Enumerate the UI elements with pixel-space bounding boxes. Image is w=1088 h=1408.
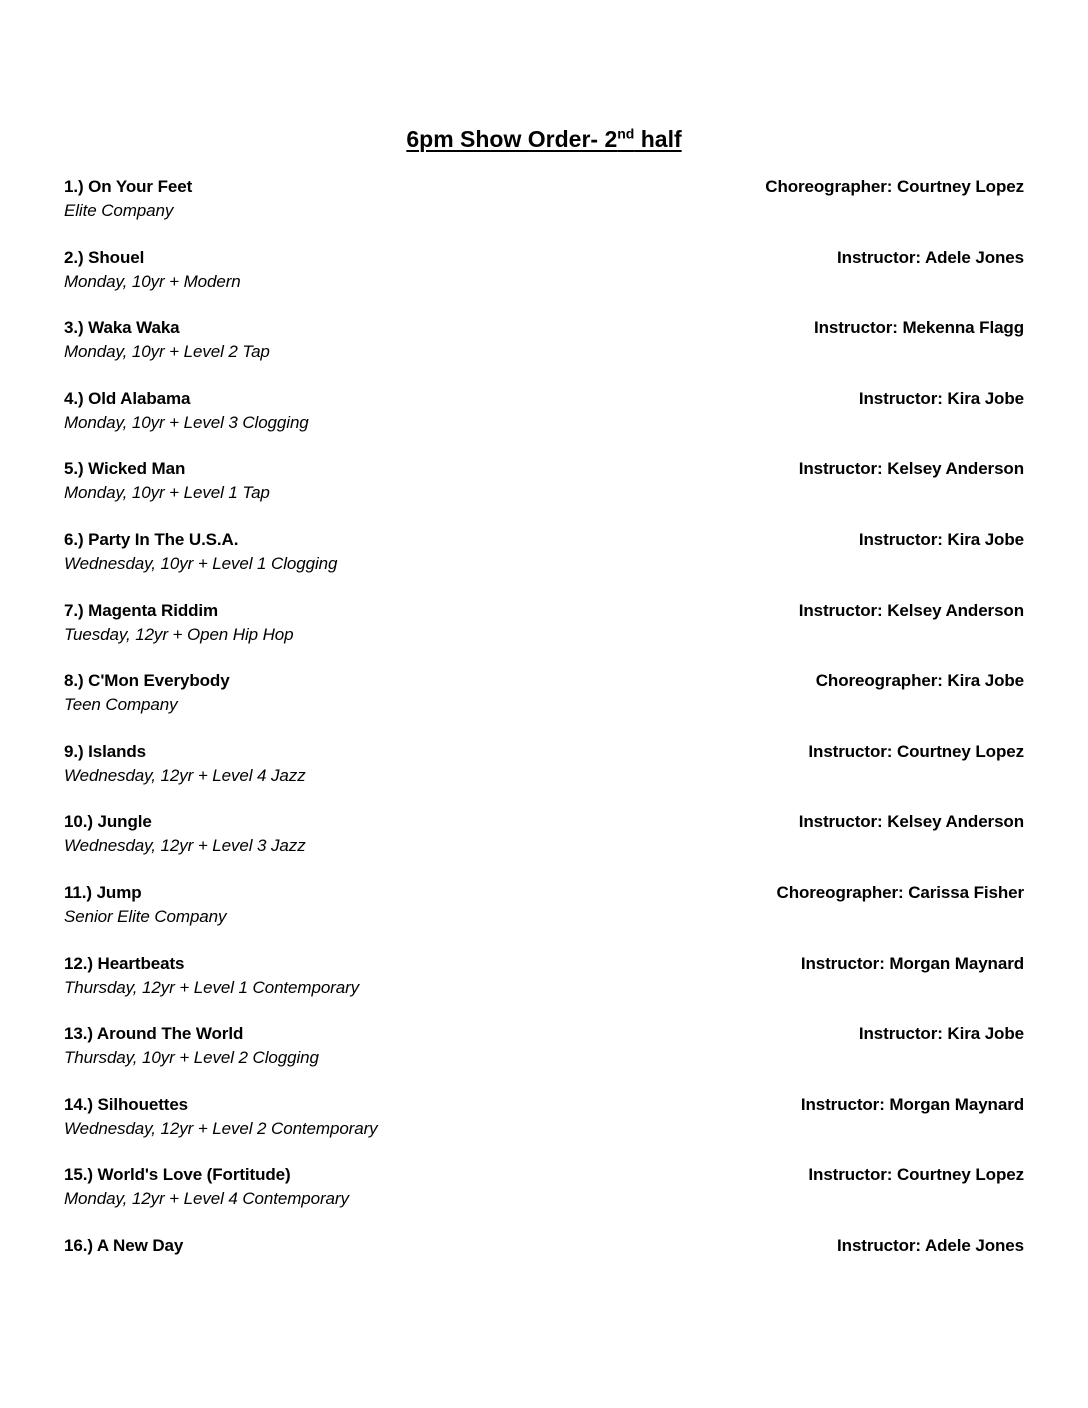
class-group: Senior Elite Company xyxy=(64,906,227,926)
class-group: Monday, 10yr + Level 3 Clogging xyxy=(64,412,309,432)
staff-credit: Instructor: Morgan Maynard xyxy=(800,953,1024,973)
page-title-superscript: nd xyxy=(617,125,635,142)
staff-credit: Instructor: Kira Jobe xyxy=(858,388,1024,408)
show-order-list xyxy=(64,177,1024,1307)
show-order-entry xyxy=(64,601,1024,672)
class-group: Monday, 10yr + Level 1 Tap xyxy=(64,483,270,503)
class-group xyxy=(64,1260,1024,1282)
entry-header-row xyxy=(64,742,1024,766)
class-group: Thursday, 10yr + Level 2 Clogging xyxy=(64,1048,319,1068)
piece-title: 11.) Jump xyxy=(64,882,142,902)
piece-title: 7.) Magenta Riddim xyxy=(64,600,219,620)
entry-header-row xyxy=(64,389,1024,413)
staff-credit: Instructor: Kelsey Anderson xyxy=(798,459,1024,479)
staff-credit: Instructor: Adele Jones xyxy=(837,1235,1024,1255)
class-group: Tuesday, 12yr + Open Hip Hop xyxy=(64,624,294,644)
show-order-entry xyxy=(64,530,1024,601)
piece-title: 12.) Heartbeats xyxy=(64,953,185,973)
piece-title: 9.) Islands xyxy=(64,741,147,761)
class-group: Wednesday, 10yr + Level 1 Clogging xyxy=(64,553,338,573)
staff-credit: Choreographer: Kira Jobe xyxy=(815,671,1024,691)
entry-header-row xyxy=(64,530,1024,554)
staff-credit: Instructor: Kelsey Anderson xyxy=(798,600,1024,620)
show-order-entry xyxy=(64,1236,1024,1307)
staff-credit: Instructor: Morgan Maynard xyxy=(800,1094,1024,1114)
class-group: Monday, 12yr + Level 4 Contemporary xyxy=(64,1189,349,1209)
piece-title: 5.) Wicked Man xyxy=(64,459,186,479)
entry-header-row xyxy=(64,1024,1024,1048)
show-order-entry xyxy=(64,742,1024,813)
show-order-entry xyxy=(64,389,1024,460)
piece-title: 3.) Waka Waka xyxy=(64,318,180,338)
show-order-entry xyxy=(64,812,1024,883)
piece-title: 8.) C'Mon Everybody xyxy=(64,671,230,691)
piece-title: 14.) Silhouettes xyxy=(64,1094,189,1114)
entry-header-row xyxy=(64,459,1024,483)
piece-title: 16.) A New Day xyxy=(64,1235,184,1255)
page-title xyxy=(0,126,1088,153)
piece-title: 13.) Around The World xyxy=(64,1024,244,1044)
entry-header-row xyxy=(64,812,1024,836)
staff-credit: Instructor: Kira Jobe xyxy=(858,529,1024,549)
staff-credit: Choreographer: Courtney Lopez xyxy=(765,177,1024,196)
piece-title: 2.) Shouel xyxy=(64,247,145,267)
class-group: Teen Company xyxy=(64,695,178,715)
piece-title: 1.) On Your Feet xyxy=(64,177,193,196)
entry-header-row xyxy=(64,248,1024,272)
entry-header-row xyxy=(64,1236,1024,1260)
show-order-entry xyxy=(64,1165,1024,1236)
show-order-entry xyxy=(64,459,1024,530)
staff-credit: Instructor: Courtney Lopez xyxy=(808,741,1024,761)
show-order-entry xyxy=(64,1024,1024,1095)
entry-header-row xyxy=(64,177,1024,201)
piece-title: 10.) Jungle xyxy=(64,812,152,832)
show-order-entry xyxy=(64,954,1024,1025)
entry-header-row xyxy=(64,318,1024,342)
show-order-entry xyxy=(64,1095,1024,1166)
class-group: Wednesday, 12yr + Level 4 Jazz xyxy=(64,765,306,785)
class-group: Monday, 10yr + Level 2 Tap xyxy=(64,342,270,362)
class-group: Wednesday, 12yr + Level 2 Contemporary xyxy=(64,1118,378,1138)
show-order-entry xyxy=(64,248,1024,319)
staff-credit: Instructor: Adele Jones xyxy=(837,247,1024,267)
entry-header-row xyxy=(64,1095,1024,1119)
class-group: Elite Company xyxy=(64,201,174,220)
staff-credit: Instructor: Kelsey Anderson xyxy=(798,812,1024,832)
entry-header-row xyxy=(64,883,1024,907)
entry-header-row xyxy=(64,1165,1024,1189)
piece-title: 15.) World's Love (Fortitude) xyxy=(64,1165,291,1185)
page-title-main: 6pm Show Order- 2 xyxy=(406,126,618,152)
show-order-entry xyxy=(64,883,1024,954)
class-group: Monday, 10yr + Modern xyxy=(64,271,241,291)
staff-credit: Instructor: Mekenna Flagg xyxy=(813,318,1024,338)
staff-credit: Instructor: Courtney Lopez xyxy=(808,1165,1024,1185)
class-group: Wednesday, 12yr + Level 3 Jazz xyxy=(64,836,306,856)
staff-credit: Instructor: Kira Jobe xyxy=(858,1024,1024,1044)
show-order-entry xyxy=(64,671,1024,742)
show-order-entry xyxy=(64,177,1024,248)
page-title-suffix: half xyxy=(634,126,682,152)
staff-credit: Choreographer: Carissa Fisher xyxy=(776,882,1024,902)
piece-title: 4.) Old Alabama xyxy=(64,388,191,408)
show-order-entry xyxy=(64,318,1024,389)
entry-header-row xyxy=(64,671,1024,695)
class-group: Thursday, 12yr + Level 1 Contemporary xyxy=(64,977,360,997)
entry-header-row xyxy=(64,954,1024,978)
entry-header-row xyxy=(64,601,1024,625)
piece-title: 6.) Party In The U.S.A. xyxy=(64,529,239,549)
